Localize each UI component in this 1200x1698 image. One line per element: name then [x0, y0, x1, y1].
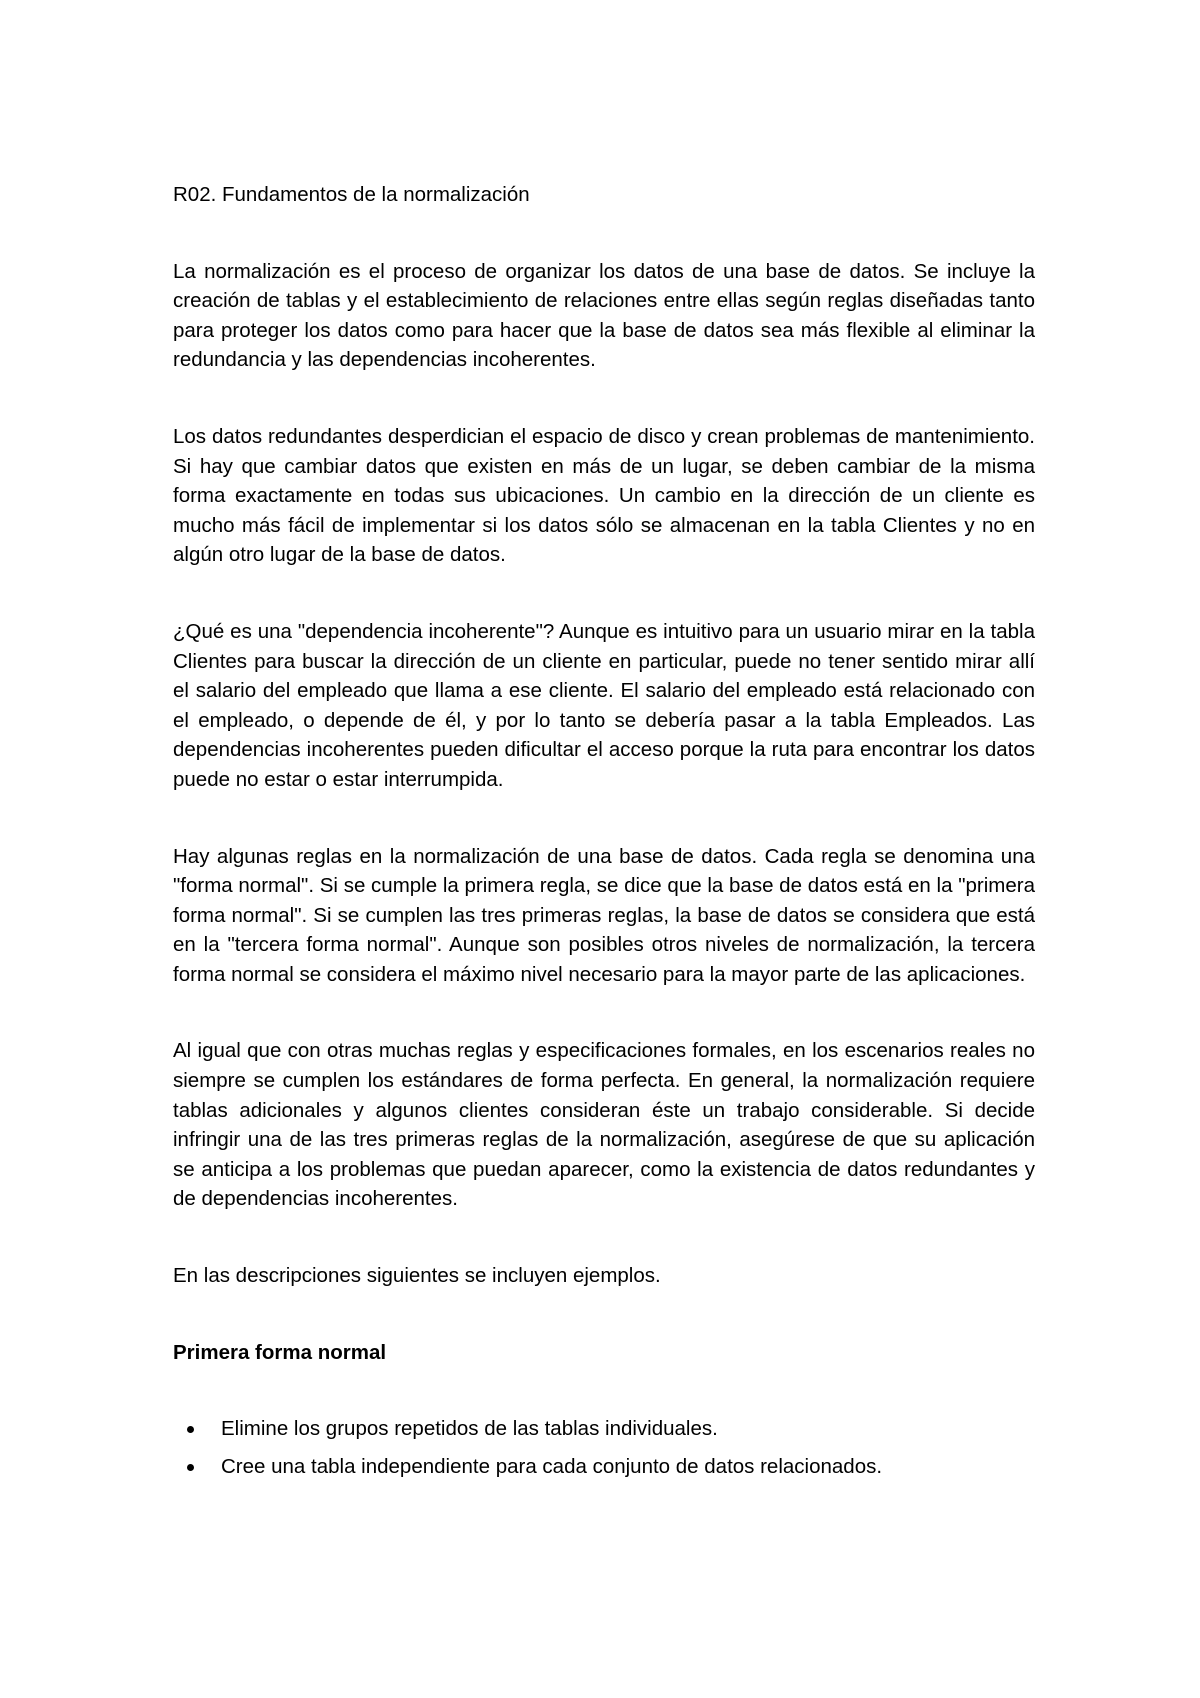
- list-item-text: Elimine los grupos repetidos de las tablas individuales.: [221, 1417, 718, 1441]
- bullet-list: [173, 1414, 1035, 1481]
- list-item-text: Cree una tabla independiente para cada conjunto de datos relacionados.: [221, 1454, 883, 1478]
- paragraph-normal-forms: Hay algunas reglas en la normalización de una base de datos. Cada regla se denomina una "forma normal". Si se cumple la primera regla, se dice que la base de datos está en la "primera forma normal". Si se cumplen las tres primeras reglas, la base de datos se considera que está en la "tercera forma normal". Aunque son posibles otros niveles de normalización, la tercera forma normal se considera el máximo nivel necesario para la mayor parte de las aplicaciones.: [173, 844, 1035, 986]
- list-item: [173, 1414, 1035, 1444]
- section-heading-first-normal-form: Primera forma normal: [173, 1340, 387, 1364]
- paragraph-redundancy: Los datos redundantes desperdician el espacio de disco y crean problemas de mantenimiento. Si hay que cambiar datos que existen en más de un lugar, se deben cambiar de la misma forma exactamente en todas sus ubicaciones. Un cambio en la dirección de un cliente es mucho más fácil de implementar si los datos sólo se almacenan en la tabla Clientes y no en algún otro lugar de la base de datos.: [173, 424, 1035, 567]
- paragraph-real-scenarios: Al igual que con otras muchas reglas y especificaciones formales, en los escenarios reales no siempre se cumplen los estándares de forma perfecta. En general, la normalización requiere tablas adicionales y algunos clientes consideran éste un trabajo considerable. Si decide infringir una de las tres primeras reglas de la normalización, asegúrese de que su aplicación se anticipa a los problemas que puedan aparecer, como la existencia de datos redundantes y de dependencias incoherentes.: [173, 1039, 1035, 1211]
- document-title: R02. Fundamentos de la normalización: [173, 183, 530, 206]
- document-body: [173, 180, 1035, 1489]
- bullet-icon: [187, 1464, 194, 1471]
- paragraph-examples-intro: En las descripciones siguientes se incluyen ejemplos.: [173, 1264, 661, 1288]
- paragraph-inconsistent-dependency: ¿Qué es una "dependencia incoherente"? Aunque es intuitivo para un usuario mirar en la tabla Clientes para buscar la dirección de un cliente en particular, puede no tener sentido mirar allí el salario del empleado que llama a ese cliente. El salario del empleado está relacionado con el empleado, o depende de él, y por lo tanto se debería pasar a la tabla Empleados. Las dependencias incoherentes pueden dificultar el acceso porque la ruta para encontrar los datos puede no estar o estar interrumpida.: [173, 619, 1035, 791]
- paragraph-definition: La normalización es el proceso de organizar los datos de una base de datos. Se incluye la creación de tablas y el establecimiento de relaciones entre ellas según reglas diseñadas tanto para proteger los datos como para hacer que la base de datos sea más flexible al eliminar la redundancia y las dependencias incoherentes.: [173, 259, 1035, 372]
- bullet-icon: [187, 1426, 194, 1433]
- list-item: [173, 1452, 1035, 1482]
